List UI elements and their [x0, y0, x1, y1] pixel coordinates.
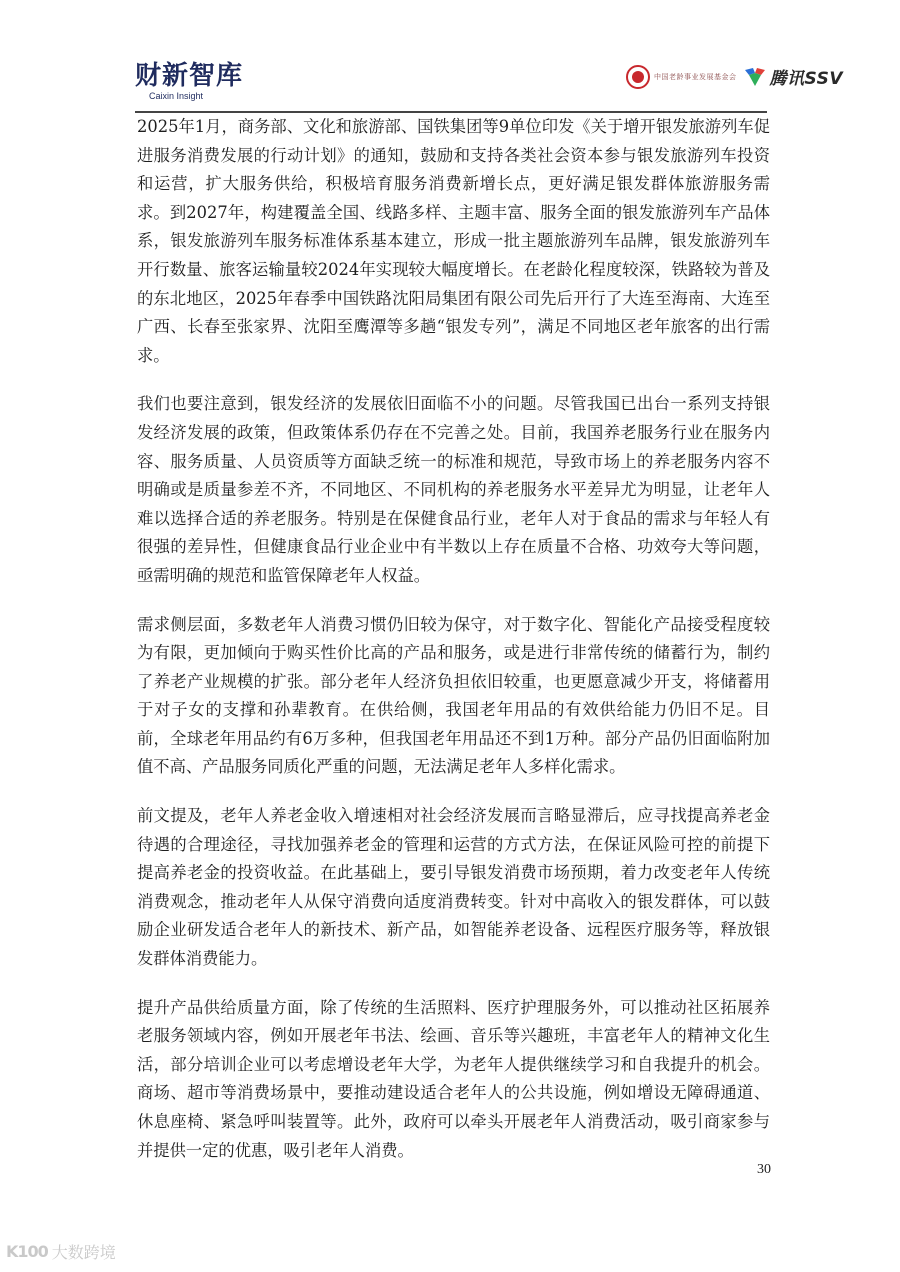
partner-logos	[626, 64, 843, 89]
watermark-text: 大数跨境	[51, 1243, 116, 1262]
brand-name-en: Caixin Insight	[149, 91, 204, 101]
paragraph-product-supply-quality: 提升产品供给质量方面，除了传统的生活照料、医疗护理服务外，可以推动社区拓展养老服务领域内容，例如开展老年书法、绘画、音乐等兴趣班，丰富老年人的精神文化生活，部分培训企业可以考虑增设老年大学，为老年人提供继续学习和自我提升的机会。商场、超市等消费场景中，要推动建设适合老年人的公共设施，例如增设无障碍通道、休息座椅、紧急呼叫装置等。此外，政府可以牵头开展老年人消费活动，吸引商家参与并提供一定的优惠，吸引老年人消费。	[137, 997, 770, 1160]
foundation-logo	[626, 65, 737, 89]
watermark	[6, 1240, 116, 1263]
tencent-ssv-name: 腾讯SSV	[769, 69, 843, 89]
page-number: 30	[757, 1162, 771, 1177]
watermark-logo-icon: K100	[6, 1242, 48, 1261]
paragraph-policy-problems: 我们也要注意到，银发经济的发展依旧面临不小的问题。尽管我国已出台一系列支持银发经济发展的政策，但政策体系仍存在不完善之处。目前，我国养老服务行业在服务内容、服务质量、人员资质等方面缺乏统一的标准和规范，导致市场上的养老服务内容不明确或是质量参差不齐，不同地区、不同机构的养老服务水平差异尤为明显，让老年人难以选择合适的养老服务。特别是在保健食品行业，老年人对于食品的需求与年轻人有很强的差异性，但健康食品行业企业中有半数以上存在质量不合格、功效夸大等问题，亟需明确的规范和监管保障老年人权益。	[137, 394, 770, 585]
paragraph-demand-supply-side: 需求侧层面，多数老年人消费习惯仍旧较为保守，对于数字化、智能化产品接受程度较为有限，更加倾向于购买性价比高的产品和服务，或是进行非常传统的储蓄行为，制约了养老产业规模的扩张。部分老年人经济负担依旧较重，也更愿意减少开支，将储蓄用于对子女的支撑和孙辈教育。在供给侧，我国老年用品的有效供给能力仍旧不足。目前，全球老年用品约有6万多种，但我国老年用品还不到1万种。部分产品仍旧面临附加值不高、产品服务同质化严重的问题，无法满足老年人多样化需求。	[137, 614, 770, 777]
foundation-emblem-icon	[626, 65, 650, 89]
document-body	[137, 113, 770, 1185]
page-header	[135, 60, 843, 110]
paragraph-silver-tourism-trains: 2025年1月，商务部、文化和旅游部、国铁集团等9单位印发《关于增开银发旅游列车促进服务消费发展的行动计划》的通知，鼓励和支持各类社会资本参与银发旅游列车投资和运营，扩大服务供给，积极培育服务消费新增长点，更好满足银发群体旅游服务需求。到2027年，构建覆盖全国、线路多样、主题丰富、服务全面的银发旅游列车产品体系，银发旅游列车服务标准体系基本建立，形成一批主题旅游列车品牌，银发旅游列车开行数量、旅客运输量较2024年实现较大幅度增长。在老龄化程度较深，铁路较为普及的东北地区，2025年春季中国铁路沈阳局集团有限公司先后开行了大连至海南、大连至广西、长春至张家界、沈阳至鹰潭等多趟“银发专列”，满足不同地区老年旅客的出行需求。	[137, 117, 770, 365]
brand-name-cn: 财新智库	[135, 61, 244, 91]
paragraph-pension-consumption: 前文提及，老年人养老金收入增速相对社会经济发展而言略显滞后，应寻找提高养老金待遇的合理途径，寻找加强养老金的管理和运营的方式方法，在保证风险可控的前提下提高养老金的投资收益。在此基础上，要引导银发消费市场预期，着力改变老年人传统消费观念，推动老年人从保守消费向适度消费转变。针对中高收入的银发群体，可以鼓励企业研发适合老年人的新技术、新产品，如智能养老设备、远程医疗服务等，释放银发群体消费能力。	[137, 806, 770, 969]
tencent-ssv-logo	[744, 64, 843, 89]
foundation-name: 中国老龄事业发展基金会	[653, 72, 737, 81]
tencent-ssv-mark-icon	[744, 67, 766, 87]
caixin-insight-logo	[135, 62, 255, 106]
